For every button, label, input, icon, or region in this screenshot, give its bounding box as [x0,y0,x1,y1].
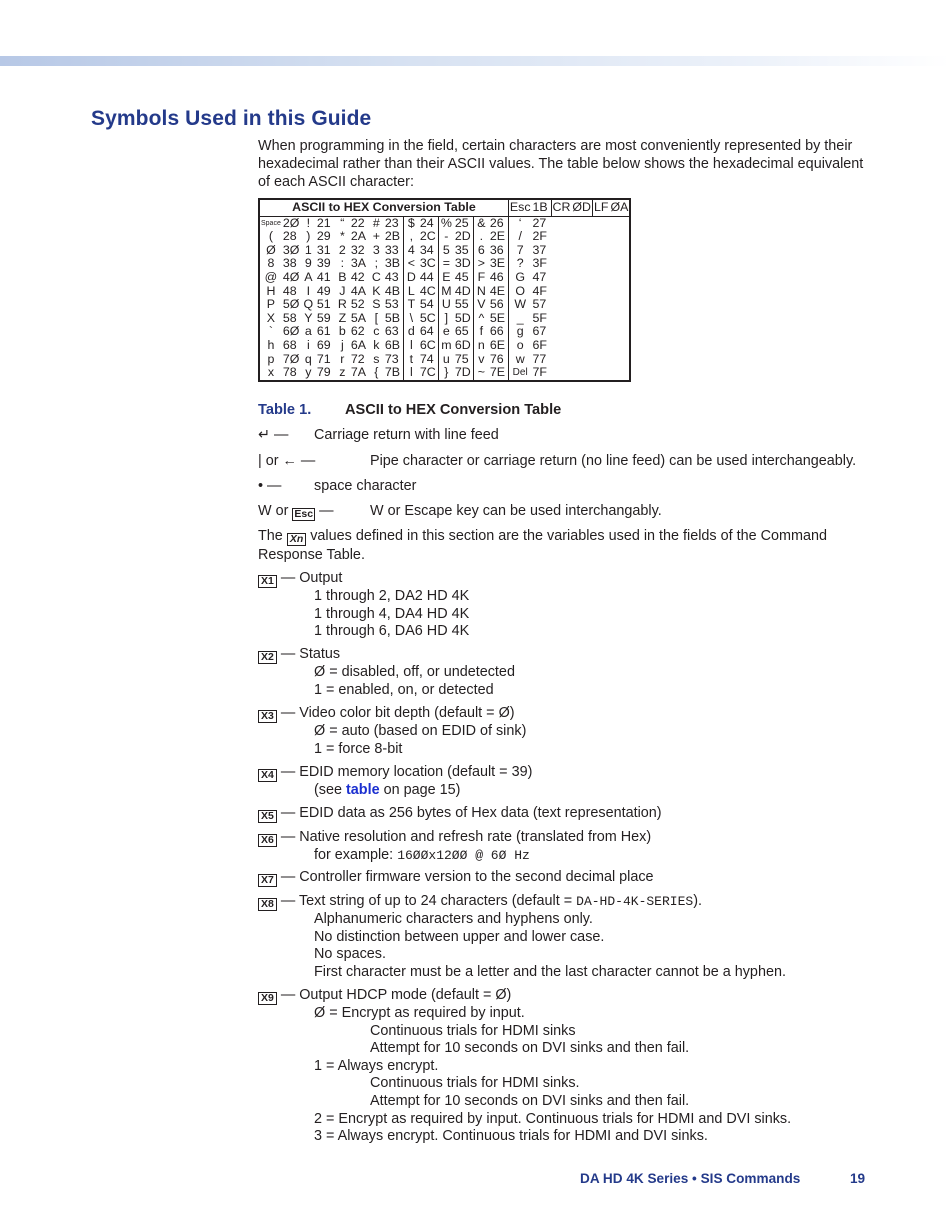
hex-value-cell: 49 [316,283,331,298]
ascii-char-cell: 9 [304,256,312,271]
variable-line: No spaces. [314,946,386,963]
symbol-space [258,477,417,495]
x7-variable-icon: X7 [258,874,277,887]
variable-title: EDID memory location (default = 39) [299,764,533,780]
ascii-char-cell: J [339,283,346,298]
ascii-char-cell: ! [306,215,311,230]
variable-line: 1 through 6, DA6 HD 4K [314,623,470,640]
hex-value-cell: 4A [350,283,367,298]
hex-value-cell: 37 [532,242,547,257]
table-row [259,271,630,285]
ascii-char-cell: C [371,269,381,284]
hex-value-cell: 4D [454,285,474,299]
ascii-char-cell: ` [268,324,273,339]
ascii-char-cell: H [266,283,276,298]
hex-value-cell: 31 [316,242,331,257]
table-row [259,325,630,339]
hex-value-cell: 69 [316,337,331,352]
hex-value-cell: 5Ø [282,297,300,312]
example-label: for example: [314,847,394,863]
title-after: ). [693,893,702,909]
hex-value-cell: 26 [489,216,509,230]
header-char: CR [551,199,571,216]
hex-value-cell: 33 [384,244,404,258]
x1-variable-icon: X1 [258,575,277,588]
note-before: The [258,528,283,544]
variable-x8: X8 — Text string of up to 24 characters (default = DA-HD-4K-SERIES). Alphanumeric characters and hyphens only. No distinction between upper and lower case. No spaces. First character must be a letter and the last character cannot be a hyphen. [258,893,786,981]
ascii-char-cell: & [477,215,486,230]
ascii-char-cell: G [515,269,525,284]
variable-x7: X7 — Controller firmware version to the second decimal place [258,869,654,887]
variable-x9: X9 — Output HDCP mode (default = Ø) Ø = Encrypt as required by input. Continuous trials for HDMI sinks Attempt for 10 seconds on DVI sinks and then fail. 1 = Always encrypt. Continuous trials for HDMI sinks. Attempt for 10 seconds on DVI sinks and then fail. 2 = Encrypt as required by input. Continuous trials for HDMI and DVI sinks. 3 = Always encrypt. Continuous trials for HDMI and DVI sinks. [258,987,791,1146]
hex-value-cell: 2D [454,230,474,244]
ascii-char-cell: b [338,324,346,339]
variable-line: 1 = enabled, on, or detected [314,681,494,698]
ascii-char-cell: q [304,351,312,366]
hex-value-cell: 6C [419,339,439,353]
hex-value-cell: 43 [384,271,404,285]
table-title: ASCII to HEX Conversion Table [259,199,508,216]
ascii-char-cell: } [444,365,449,380]
hex-value-cell: 36 [489,244,509,258]
footer-title: DA HD 4K Series • SIS Commands [580,1171,801,1186]
escape-key-prefix: W or [258,503,289,519]
hex-value-cell: 62 [350,324,365,339]
hex-value-cell: 66 [489,325,509,339]
hex-value-cell: 46 [489,271,509,285]
ascii-char-cell: h [267,337,275,352]
ascii-char-cell: l [409,365,413,380]
ascii-char-cell: l [409,337,413,352]
hex-value-cell: 35 [454,244,474,258]
variable-x1: X1 — Output 1 through 2, DA2 HD 4K 1 through 4, DA4 HD 4K 1 through 6, DA6 HD 4K [258,570,469,641]
variable-x5: X5 — EDID data as 256 bytes of Hex data (text representation) [258,805,662,823]
hex-value-cell: 57 [532,297,547,312]
ascii-table-body [259,216,630,381]
variable-subline: Continuous trials for HDMI sinks. [370,1075,580,1092]
ascii-char-cell: E [442,269,451,284]
symbol-carriage-return [258,426,499,444]
ascii-char-cell: . [479,229,484,244]
hex-value-cell: 47 [532,269,547,284]
page-number: 19 [850,1171,866,1186]
hex-value-cell: 5B [384,312,404,326]
hex-value-cell: 21 [316,215,331,230]
hex-value-cell: 3B [384,257,404,271]
header-hex: ØA [609,199,630,216]
variable-title: Video color bit depth (default = Ø) [299,705,515,721]
ascii-char-cell: w [515,351,525,366]
hex-value-cell: 22 [350,215,365,230]
escape-key-suffix: — [319,503,334,519]
variable-line: No distinction between upper and lower case. [314,928,605,945]
variable-line: First character must be a letter and the last character cannot be a hyphen. [314,963,786,980]
ascii-char-cell: , [409,229,414,244]
ascii-char-cell: ] [444,310,449,325]
ascii-char-cell: ~ [477,365,485,380]
ascii-char-cell: 5 [442,242,450,257]
hex-value-cell: 29 [316,229,331,244]
hex-value-cell: 63 [384,325,404,339]
ascii-char-cell: \ [409,310,414,325]
ascii-char-cell: < [407,256,415,271]
hex-value-cell: 2C [419,230,439,244]
ascii-char-cell: ( [268,229,273,244]
variable-title: EDID data as 256 bytes of Hex data (text representation) [299,805,662,821]
hex-value-cell: 48 [282,283,297,298]
header-char: LF [593,199,610,216]
symbol-desc: Pipe character or carriage return (no line feed) can be used interchangeably. [370,453,857,469]
ascii-char-cell: Del [512,367,528,379]
hex-value-cell: 6Ø [282,324,300,339]
hex-value-cell: 52 [350,297,365,312]
symbol-pipe [258,452,857,470]
x6-variable-icon: X6 [258,834,277,847]
ascii-char-cell: 3 [372,242,380,257]
see-after: on page 15) [383,782,461,798]
variable-title: Text string of up to 24 characters (default = [298,893,573,909]
hex-value-cell: 7A [350,365,367,380]
hex-value-cell: 6E [489,339,509,353]
table-row [259,312,630,326]
ascii-hex-table [258,198,631,382]
hex-value-cell: 68 [282,337,297,352]
variable-x2: X2 — Status Ø = disabled, off, or undetected 1 = enabled, on, or detected [258,646,515,699]
ascii-char-cell: “ [340,215,345,230]
hex-value-cell: 4B [384,285,404,299]
hex-value-cell: 3F [532,256,547,271]
hex-value-cell: 7F [532,365,547,380]
note-after: values defined in this section are the variables used in the fields of the Command Response Table. [258,528,827,563]
ascii-char-cell: R [337,297,347,312]
hex-value-cell: 5D [454,312,474,326]
ascii-char-cell: + [372,229,380,244]
symbol-desc: Carriage return with line feed [314,427,499,443]
hex-value-cell: 39 [316,256,331,271]
see-before: (see [314,782,342,798]
table-row [259,285,630,299]
table-row [259,353,630,367]
ascii-char-cell: y [305,365,312,380]
hex-value-cell: 4E [489,285,509,299]
variable-subline: Continuous trials for HDMI sinks [370,1022,576,1039]
ascii-char-cell: # [372,215,380,230]
hex-value-cell: 42 [350,269,365,284]
ascii-char-cell: Q [303,297,314,312]
hex-value-cell: 34 [419,244,439,258]
ascii-char-cell: 1 [304,242,312,257]
header-band [0,56,950,66]
ascii-char-cell: v [478,351,485,366]
hex-value-cell: 6F [532,337,547,352]
ascii-char-cell: x [267,365,275,380]
intro-paragraph: When programming in the field, certain characters are most conveniently represented by their hexadecimal rather than their ASCII values. The table below shows the hexadecimal equivalent of each ASCII character: [258,138,864,190]
hex-value-cell: 7Ø [282,351,300,366]
header-char: Esc [508,199,531,216]
table-link[interactable]: table [346,782,380,798]
ascii-char-cell: i [306,337,310,352]
hex-value-cell: 38 [282,256,297,271]
variable-line: 1 through 4, DA4 HD 4K [314,605,470,622]
hex-value-cell: 7C [419,366,439,381]
ascii-char-cell: c [373,324,380,339]
header-hex: ØD [571,199,592,216]
ascii-char-cell: T [407,297,416,312]
symbol-escape [258,502,662,521]
carriage-return-key: ↵ — [258,427,289,443]
ascii-char-cell: Y [304,310,313,325]
hex-value-cell: 78 [282,365,297,380]
ascii-char-cell: > [477,256,485,271]
ascii-char-cell: ‘ [518,215,522,230]
ascii-char-cell: o [516,337,524,352]
table-row [259,366,630,381]
bullet-key: • — [258,478,282,494]
variable-line: 1 = Always encrypt. [314,1057,439,1074]
hex-value-cell: 77 [532,351,547,366]
ascii-char-cell: [ [374,310,379,325]
table-row [259,216,630,230]
variable-title: Native resolution and refresh rate (translated from Hex) [299,829,652,845]
symbol-desc: space character [314,478,417,494]
ascii-char-cell: F [477,269,486,284]
section-title: Symbols Used in this Guide [91,107,372,130]
table-header-row [259,199,630,216]
hex-value-cell: 76 [489,353,509,367]
hex-value-cell: 5E [489,312,509,326]
hex-value-cell: 71 [316,351,331,366]
hex-value-cell: 65 [454,325,474,339]
variables-note [258,527,858,564]
ascii-char-cell: d [407,324,415,339]
ascii-char-cell: - [444,229,449,244]
hex-value-cell: 74 [419,353,439,367]
hex-value-cell: 24 [419,216,439,230]
ascii-char-cell: ^ [478,310,485,325]
ascii-char-cell: g [516,324,524,339]
hex-value-cell: 79 [316,365,331,380]
ascii-char-cell: % [440,215,452,230]
variable-line: Ø = disabled, off, or undetected [314,664,515,680]
variable-x4: X4 — EDID memory location (default = 39) (see table on page 15) [258,764,532,800]
ascii-char-cell: / [518,229,522,244]
ascii-char-cell: V [477,297,486,312]
variable-line: Alphanumeric characters and hyphens only. [314,911,593,927]
hex-value-cell: 58 [282,310,297,325]
hex-value-cell: 2Ø [282,215,300,230]
hex-value-cell: 7B [384,366,404,381]
hex-value-cell: 5A [350,310,367,325]
ascii-char-cell: a [304,324,312,339]
x9-variable-icon: X9 [258,992,277,1005]
hex-value-cell: 28 [282,229,297,244]
ascii-char-cell: z [339,365,346,380]
hex-value-cell: 3C [419,257,439,271]
table-row [259,230,630,244]
page-footer [580,1171,866,1186]
ascii-char-cell: t [409,351,414,366]
ascii-char-cell: ; [374,256,379,271]
ascii-char-cell: f [479,324,484,339]
hex-value-cell: 3Ø [282,242,300,257]
table-row [259,244,630,258]
ascii-char-cell: ) [306,229,311,244]
table-row [259,257,630,271]
hex-value-cell: 2F [532,229,547,244]
hex-value-cell: 7D [454,366,474,381]
hex-value-cell: 44 [419,271,439,285]
ascii-char-cell: { [374,365,379,380]
hex-value-cell: 41 [316,269,331,284]
variable-subline: Attempt for 10 seconds on DVI sinks and then fail. [370,1040,690,1057]
ascii-char-cell: r [340,351,345,366]
x4-variable-icon: X4 [258,769,277,782]
ascii-char-cell: 6 [477,242,485,257]
hex-value-cell: 51 [316,297,331,312]
hex-value-cell: 73 [384,353,404,367]
variable-title: Controller firmware version to the second decimal place [299,869,654,885]
table-row [259,339,630,353]
ascii-char-cell: D [406,269,416,284]
hex-value-cell: 64 [419,325,439,339]
example-value: 16ØØx12ØØ @ 6Ø Hz [397,848,530,863]
hex-value-cell: 56 [489,298,509,312]
xn-label: Xn [289,533,304,545]
ascii-char-cell: 4 [407,242,415,257]
ascii-char-cell: Ø [266,242,276,257]
hex-value-cell: 4F [532,283,547,298]
hex-value-cell: 72 [350,351,365,366]
hex-value-cell: 7E [489,366,509,381]
ascii-char-cell: N [476,283,486,298]
xn-variable-icon [287,533,306,546]
ascii-char-cell: : [340,256,345,271]
hex-value-cell: 6B [384,339,404,353]
hex-value-cell: 32 [350,242,365,257]
ascii-char-cell: j [340,337,344,352]
hex-value-cell: 2B [384,230,404,244]
ascii-char-cell: 7 [516,242,524,257]
ascii-char-cell: S [372,297,381,312]
header-hex: 1B [532,199,552,216]
ascii-char-cell: ? [516,256,524,271]
ascii-char-cell: Z [338,310,347,325]
x2-variable-icon: X2 [258,651,277,664]
hex-value-cell: 61 [316,324,331,339]
hex-value-cell: 53 [384,298,404,312]
hex-value-cell: 5F [532,310,547,325]
ascii-char-cell: M [441,283,452,298]
hex-value-cell: 2A [350,229,367,244]
hex-value-cell: 4C [419,285,439,299]
hex-value-cell: 67 [532,324,547,339]
hex-value-cell: 3E [489,257,509,271]
hex-value-cell: 75 [454,353,474,367]
x3-variable-icon: X3 [258,710,277,723]
variable-line: Ø = auto (based on EDID of sink) [314,723,527,739]
ascii-char-cell: @ [264,269,278,284]
ascii-char-cell: K [372,283,381,298]
ascii-char-cell: 2 [338,242,346,257]
variable-line: 3 = Always encrypt. Continuous trials for HDMI and DVI sinks. [314,1128,708,1145]
ascii-char-cell: L [407,283,415,298]
variable-title: Status [299,646,341,662]
hex-value-cell: 27 [532,215,547,230]
ascii-char-cell: Space [261,219,281,227]
variable-line: 1 through 2, DA2 HD 4K [314,588,470,604]
ascii-char-cell: U [441,297,451,312]
hex-value-cell: 23 [384,216,404,230]
variable-title: Output HDCP mode (default = Ø) [299,987,512,1003]
hex-value-cell: 3D [454,257,474,271]
hex-value-cell: 5C [419,312,439,326]
ascii-char-cell: u [442,351,450,366]
pipe-key: | or ← — [258,453,316,469]
variable-line: 1 = force 8-bit [314,740,403,757]
hex-value-cell: 54 [419,298,439,312]
ascii-char-cell: s [373,351,380,366]
ascii-char-cell: n [477,337,485,352]
ascii-char-cell: 8 [267,256,275,271]
default-value: DA-HD-4K-SERIES [576,894,694,909]
ascii-char-cell: m [441,337,452,352]
ascii-char-cell: k [373,337,380,352]
ascii-char-cell: e [442,324,450,339]
caption-title: ASCII to HEX Conversion Table [345,402,562,418]
ascii-char-cell: A [304,269,313,284]
variable-title: Output [299,570,343,586]
ascii-char-cell: P [266,297,276,312]
variable-x3: X3 — Video color bit depth (default = Ø) Ø = auto (based on EDID of sink) 1 = force 8-bit [258,705,526,758]
caption-label: Table 1. [258,402,312,418]
ascii-char-cell: _ [516,310,524,325]
esc-key-icon: Esc [294,508,314,520]
table-row [259,298,630,312]
hex-value-cell: 2E [489,230,509,244]
ascii-char-cell: * [339,229,345,244]
hex-value-cell: 25 [454,216,474,230]
hex-value-cell: 55 [454,298,474,312]
hex-value-cell: 6A [350,337,367,352]
ascii-char-cell: W [514,297,527,312]
variable-subline: Attempt for 10 seconds on DVI sinks and then fail. [370,1092,690,1109]
ascii-char-cell: B [338,269,347,284]
x5-variable-icon: X5 [258,810,277,823]
x8-variable-icon: X8 [258,898,277,911]
symbol-desc: W or Escape key can be used interchangably. [370,503,662,519]
variable-line: 2 = Encrypt as required by input. Continuous trials for HDMI and DVI sinks. [314,1110,792,1127]
ascii-char-cell: I [306,283,311,298]
ascii-char-cell: $ [407,215,415,230]
variable-line: Ø = Encrypt as required by input. [314,1005,525,1021]
hex-value-cell: 4Ø [282,269,300,284]
table-caption [258,402,562,418]
hex-value-cell: 59 [316,310,331,325]
hex-value-cell: 45 [454,271,474,285]
ascii-char-cell: = [442,256,450,271]
ascii-char-cell: p [267,351,275,366]
hex-value-cell: 3A [350,256,367,271]
ascii-char-cell: X [266,310,276,325]
ascii-char-cell: O [515,283,525,298]
hex-value-cell: 6D [454,339,474,353]
variable-x6: X6 — Native resolution and refresh rate (translated from Hex) for example: 16ØØx12ØØ @ 6Ø Hz [258,829,651,865]
